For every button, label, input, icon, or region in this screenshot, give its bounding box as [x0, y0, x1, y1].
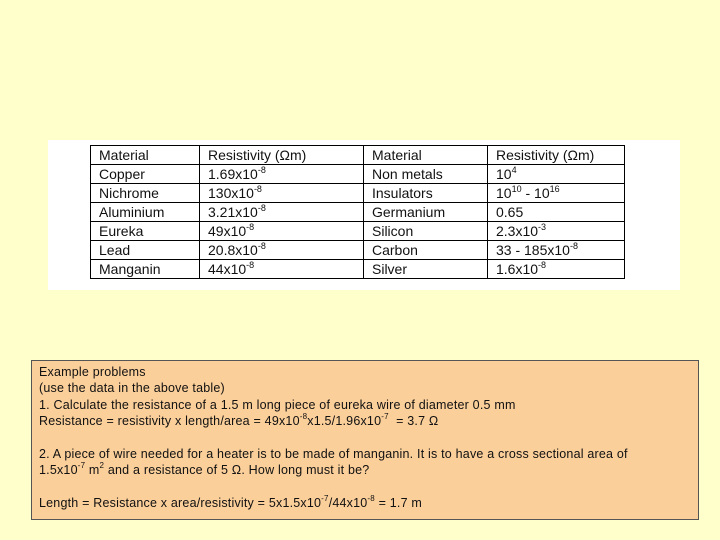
exponent: -8	[538, 260, 547, 270]
exponent: -8	[246, 260, 255, 270]
value: 20.8x10	[208, 242, 258, 258]
material-right: Carbon	[364, 241, 488, 260]
resistivity-table-panel	[48, 140, 680, 290]
answer-1-part: Resistance = resistivity x length/area = 49x10	[39, 414, 300, 428]
resistivity-right	[488, 203, 625, 222]
question-2-part: 1.5x10	[39, 463, 78, 477]
material-left: Lead	[91, 241, 200, 260]
exponent: -8	[246, 222, 255, 232]
value: 49x10	[208, 223, 247, 239]
material-right: Silver	[364, 260, 488, 279]
value: 0.65	[496, 204, 524, 220]
answer-2-exponent: -8	[367, 494, 375, 503]
examples-subtitle: (use the data in the above table)	[39, 381, 225, 395]
value: 1.69x10	[208, 166, 258, 182]
resistivity-right	[488, 184, 625, 203]
value: 130x10	[208, 185, 254, 201]
question-2-part: m	[85, 463, 100, 477]
material-right: Non metals	[364, 165, 488, 184]
table-row	[91, 241, 625, 260]
answer-1-part: = 3.7 Ω	[388, 414, 439, 428]
exponent: -8	[569, 241, 578, 251]
resistivity-right	[488, 165, 625, 184]
header-resistivity-right: Resistivity (Ωm)	[488, 146, 625, 165]
header-resistivity-left: Resistivity (Ωm)	[200, 146, 364, 165]
resistivity-left	[200, 165, 364, 184]
resistivity-right	[488, 260, 625, 279]
exponent: -3	[538, 222, 547, 232]
question-2-line-1: 2. A piece of wire needed for a heater is to be made of manganin. It is to have a cross sectional area of	[39, 447, 628, 461]
answer-1-part: x1.5/1.96x10	[307, 414, 382, 428]
answer-2-exponent: -7	[321, 494, 329, 503]
question-2-line-2	[39, 463, 369, 478]
value: 10	[496, 185, 512, 201]
exponent: 10	[511, 184, 522, 194]
question-2-part: and a resistance of 5 Ω. How long must it be?	[104, 463, 370, 477]
answer-1	[39, 414, 438, 429]
header-material-left: Material	[91, 146, 200, 165]
examples-title: Example problems	[39, 365, 146, 379]
answer-1-exponent: -7	[381, 412, 389, 421]
exponent: -8	[253, 184, 262, 194]
resistivity-left	[200, 203, 364, 222]
table-row	[91, 165, 625, 184]
value: 33 - 185x10	[496, 242, 570, 258]
resistivity-left	[200, 241, 364, 260]
value: 44x10	[208, 261, 247, 277]
value-upper: - 10	[521, 185, 550, 201]
resistivity-left	[200, 260, 364, 279]
table-row	[91, 260, 625, 279]
value: 10	[496, 166, 512, 182]
resistivity-right	[488, 222, 625, 241]
question-2-exponent: 2	[99, 461, 105, 470]
exponent: -8	[257, 165, 266, 175]
answer-2-part: = 1.7 m	[374, 496, 423, 510]
material-left: Manganin	[91, 260, 200, 279]
material-right: Germanium	[364, 203, 488, 222]
example-problems-box	[31, 360, 699, 520]
material-left: Eureka	[91, 222, 200, 241]
material-left: Copper	[91, 165, 200, 184]
table-row	[91, 222, 625, 241]
table-row	[91, 184, 625, 203]
exponent: -8	[257, 241, 266, 251]
resistivity-table	[90, 145, 625, 279]
value: 3.21x10	[208, 204, 258, 220]
resistivity-left	[200, 184, 364, 203]
table-header-row	[91, 146, 625, 165]
question-1: 1. Calculate the resistance of a 1.5 m long piece of eureka wire of diameter 0.5 mm	[39, 398, 516, 412]
value: 2.3x10	[496, 223, 539, 239]
answer-2-part: /44x10	[328, 496, 368, 510]
question-2-exponent: -7	[77, 461, 86, 470]
answer-1-exponent: -8	[299, 412, 308, 421]
material-right: Insulators	[364, 184, 488, 203]
resistivity-left	[200, 222, 364, 241]
exponent-upper: 16	[549, 184, 560, 194]
answer-2-part: Length = Resistance x area/resistivity = 5x1.5x10	[39, 496, 322, 510]
answer-2	[39, 496, 422, 511]
resistivity-right	[488, 241, 625, 260]
exponent: -8	[257, 203, 266, 213]
table-row	[91, 203, 625, 222]
material-right: Silicon	[364, 222, 488, 241]
material-left: Nichrome	[91, 184, 200, 203]
value: 1.6x10	[496, 261, 539, 277]
exponent: 4	[511, 165, 517, 175]
header-material-right: Material	[364, 146, 488, 165]
material-left: Aluminium	[91, 203, 200, 222]
